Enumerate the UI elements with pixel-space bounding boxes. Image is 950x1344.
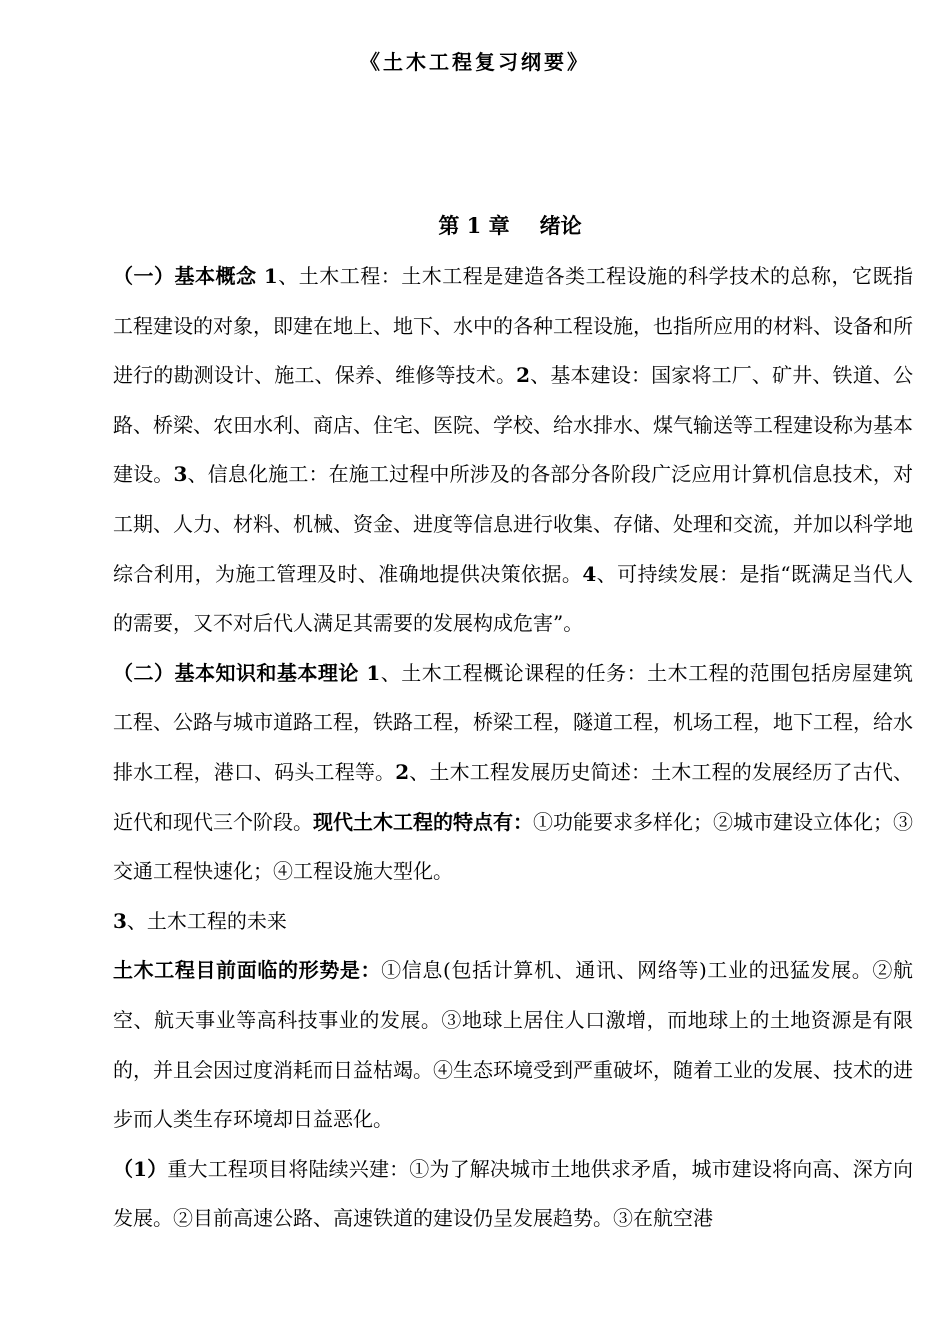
item-number: 4	[582, 561, 597, 586]
bold-label: 现代土木工程的特点有：	[313, 809, 533, 834]
paragraph-text: 重大工程项目将陆续兴建：①为了解决城市土地供求矛盾，城市建设将向高、深方向发展。②目前高速公路、高速铁道的建设仍呈发展趋势。③在航空港	[113, 1156, 914, 1231]
paragraph-text: 、土木工程：土木工程是建造各类工程设施的科学技术的总称，它既指工程建设的对象，即建在地上、地下、水中的各种工程设施，也指所应用的材料、设备和所进行的勘测设计、施工、保养、维修等技术。	[113, 264, 914, 388]
item-number: 2	[516, 363, 531, 388]
paragraph-text: 、可持续发展：是指“既满足当代人的需要，又不对后代人满足其需要的发展构成危害”。	[113, 561, 913, 636]
chapter-name: 绪论	[539, 213, 582, 238]
item-number: 3	[173, 462, 188, 487]
paragraph-text: 、信息化施工：在施工过程中所涉及的各部分各阶段广泛应用计算机信息技术，对工期、人力、材料、机械、资金、进度等信息进行收集、存储、处理和交流，并加以科学地综合利用，为施工管理及时、准确地提供决策依据。	[113, 462, 914, 586]
section-heading: （二）基本知识和基本理论 1	[113, 660, 381, 685]
item-number: 2	[395, 759, 410, 784]
list-number: （1）	[113, 1156, 168, 1181]
paragraph-text: 、基本建设：国家将工厂、矿井、铁道、公路、桥梁、农田水利、商店、住宅、医院、学校、给水排水、煤气输送等工程建设称为基本建设。	[113, 363, 914, 487]
subsection-future	[113, 897, 913, 947]
paragraph-text: 、土木工程发展历史简述：土木工程的发展经历了古代、近代和现代三个阶段。	[113, 759, 914, 834]
document-body	[113, 252, 913, 1244]
paragraph-major-projects	[113, 1145, 913, 1244]
subsection-heading: 、土木工程的未来	[126, 908, 287, 933]
item-number: 3	[113, 908, 127, 933]
paragraph-text: ①信息(包括计算机、通讯、网络等)工业的迅猛发展。②航空、航天事业等高科技事业的发展。③地球上居住人口激增，而地球上的土地资源是有限的，并且会因过度消耗而日益枯竭。④生态环境受到严重破坏，随着工业的发展、技术的进步而人类生存环境却日益恶化。	[113, 958, 914, 1132]
chapter-number: 第 1 章	[438, 213, 510, 238]
section-basic-knowledge	[113, 649, 913, 897]
paragraph-situation	[113, 946, 913, 1144]
paragraph-text: 、土木工程概论课程的任务：土木工程的范围包括房屋建筑工程、公路与城市道路工程，铁路工程，桥梁工程，隧道工程，机场工程，地下工程，给水排水工程，港口、码头工程等。	[113, 660, 913, 784]
chapter-heading	[0, 210, 950, 240]
paragraph-text: ①功能要求多样化；②城市建设立体化；③交通工程快速化；④工程设施大型化。	[113, 809, 913, 884]
bold-label: 土木工程目前面临的形势是：	[113, 958, 382, 983]
section-basic-concepts	[113, 252, 913, 649]
document-title: 《土木工程复习纲要》	[360, 50, 590, 74]
section-heading: （一）基本概念 1	[113, 264, 278, 288]
